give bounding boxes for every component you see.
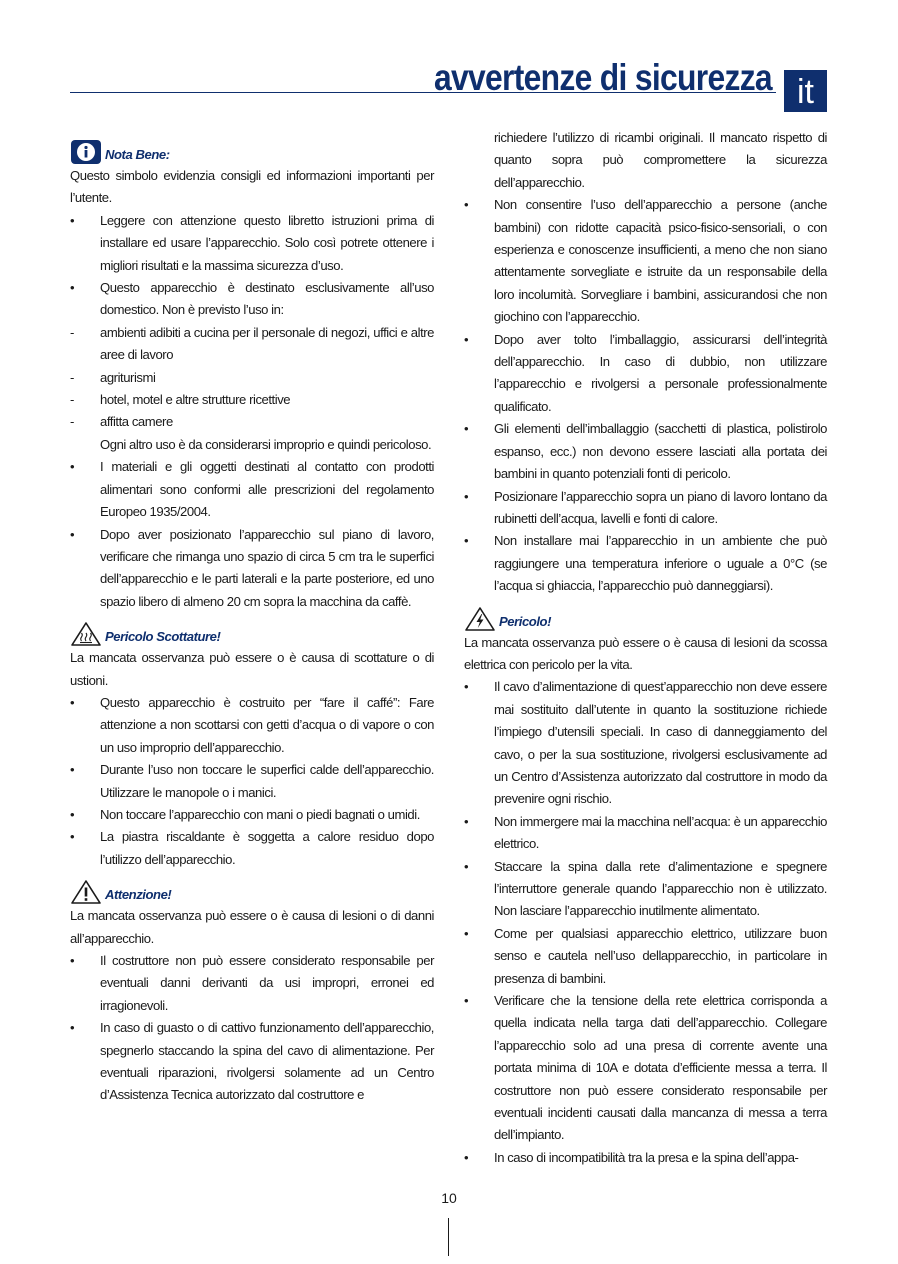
bullet-marker: • — [464, 813, 469, 829]
pericolo-list — [464, 676, 827, 1169]
bullet-marker: • — [70, 459, 75, 475]
bullet-marker: • — [70, 762, 75, 778]
list-item: • Questo apparecchio è destinato esclusivamente all’uso domestico. Non è previsto l’uso in: — [70, 277, 434, 322]
dash-marker: - — [70, 369, 74, 385]
pericolo-title: Pericolo! — [499, 613, 551, 629]
list-item: • Questo apparecchio è costruito per “fare il caffé”: Fare attenzione a non scottarsi con getti d’acqua o di vapore o con un uso improprio dell’apparecchio. — [70, 692, 434, 759]
header-rule — [70, 92, 776, 93]
bullet-marker: • — [464, 925, 469, 941]
scottature-intro: La mancata osservanza può essere o è causa di scottature o di ustioni. — [70, 650, 434, 688]
bullet-marker: • — [70, 953, 75, 968]
list-item: • Leggere con attenzione questo libretto istruzioni prima di installare ed usare l’apparecchio. Solo così potrete ottenere i migliori risultati e la massima sicurezza d’uso. — [70, 210, 434, 277]
list-item: • Posizionare l’apparecchio sopra un piano di lavoro lontano da rubinetti dell’acqua, lavelli e fonti di calore. — [464, 486, 827, 531]
bullet-marker: • — [70, 1020, 75, 1036]
hot-surface-warning-icon — [70, 621, 102, 647]
footer-rule — [448, 1218, 449, 1256]
attenzione-list-continued — [464, 127, 827, 598]
bullet-marker: • — [464, 488, 469, 504]
list-item: • Verificare che la tensione della rete elettrica corrisponda a quella indicata nella targa dati dell’apparecchio. Collegare l’apparecchio solo ad una presa di corrente avente una portata minima di 10A e dotata d’efficiente messa a terra. Il costruttore non può essere considerato responsabile per eventuali incidenti causati dalla mancanza di messa a terra dell’impianto. — [464, 990, 827, 1147]
bullet-marker: • — [70, 806, 75, 822]
list-item: • Il cavo d’alimentazione di quest’apparecchio non deve essere mai sostituito dall’utente in quanto la sostituzione richiede l’impiego d’utensili speciali. In caso di danneggiamento del cavo, o per la sua sostituzione, rivolgersi esclusivamente ad un Centro d’Assistenza autorizzato dal costruttore in modo da prevenire ogni rischio. — [464, 676, 827, 810]
left-column — [70, 139, 434, 1107]
dash-marker: - — [70, 392, 74, 408]
bullet-marker: • — [464, 197, 469, 213]
info-icon — [70, 139, 102, 165]
list-item: • In caso di incompatibilità tra la presa e la spina dell’appa- — [464, 1147, 827, 1169]
bullet-marker: • — [70, 280, 75, 296]
nota-bene-heading — [70, 139, 434, 165]
bullet-marker: • — [464, 993, 469, 1009]
sub-list-item: - ambienti adibiti a cucina per il personale di negozi, uffici e altre aree di lavoro — [70, 322, 434, 367]
bullet-marker: • — [70, 526, 75, 542]
dash-marker: - — [70, 324, 74, 340]
list-item: • Staccare la spina dalla rete d’alimentazione e spegnere l’interruttore generale quando l’apparecchio non è utilizzato. Non lasciare l’apparecchio inutilmente alimentato. — [464, 856, 827, 923]
scottature-title: Pericolo Scottature! — [105, 629, 221, 645]
list-item: • Durante l’uso non toccare le superfici calde dell’apparecchio. Utilizzare le manopole o i manici. — [70, 759, 434, 804]
list-item: • La piastra riscaldante è soggetta a calore residuo dopo l’utilizzo dell’apparecchio. — [70, 826, 434, 871]
bullet-marker: • — [70, 212, 75, 228]
sub-list-note: Ogni altro uso è da considerarsi improprio e quindi pericoloso. — [100, 436, 432, 452]
sub-list-item: - hotel, motel e altre strutture ricettive — [70, 389, 434, 411]
sub-list-item: - agriturismi — [70, 367, 434, 389]
nota-bene-intro: Questo simbolo evidenzia consigli ed informazioni importanti per l’utente. — [70, 168, 434, 206]
list-item: • Come per qualsiasi apparecchio elettrico, utilizzare buon senso e cautela nell’uso dellapparecchio, in particolare in presenza di bambini. — [464, 923, 827, 990]
scottature-list — [70, 692, 434, 871]
bullet-marker: • — [70, 829, 75, 845]
list-item: • Non consentire l’uso dell’apparecchio a persone (anche bambini) con ridotte capacità psico-fisico-sensoriali, o con esperienza e conoscenze insufficienti, a meno che non siano attentamente sorvegliate e istruite da un responsabile della loro incolumità. Sorvegliare i bambini, assicurandosi che non giochino con l’apparecchio. — [464, 194, 827, 328]
list-item: • In caso di guasto o di cattivo funzionamento dell’apparecchio, spegnerlo staccando la spina del cavo di alimentazione. Per eventuali riparazioni, rivolgersi solamente ad un Centro d’Assistenza Tecnica autorizzato dal costruttore e — [70, 1017, 434, 1107]
bullet-marker: • — [464, 421, 469, 437]
nota-bene-list — [70, 210, 434, 613]
attenzione-intro: La mancata osservanza può essere o è causa di lesioni o di danni all’apparecchio. — [70, 908, 434, 946]
language-badge: it — [784, 70, 827, 112]
list-item: • I materiali e gli oggetti destinati al contatto con prodotti alimentari sono conformi alle prescrizioni del regolamento Europeo 1935/2004. — [70, 456, 434, 523]
scottature-heading — [70, 621, 434, 647]
bullet-marker: • — [464, 331, 469, 347]
bullet-marker: • — [464, 533, 469, 549]
list-item: • Dopo aver tolto l’imballaggio, assicurarsi dell’integrità dell’apparecchio. In caso di dubbio, non utilizzare l’apparecchio e rivolgersi a personale professionalmente qualificato. — [464, 329, 827, 419]
list-item: • Non installare mai l’apparecchio in un ambiente che può raggiungere una temperatura inferiore o uguale a 0°C (se l’acqua si ghiaccia, l’apparecchio può danneggiarsi). — [464, 530, 827, 597]
warning-icon — [70, 879, 102, 905]
right-column — [464, 127, 827, 1169]
list-item: • Non toccare l’apparecchio con mani o piedi bagnati o umidi. — [70, 804, 434, 826]
attenzione-list — [70, 950, 434, 1107]
bullet-marker: • — [464, 858, 469, 874]
page-title: avvertenze di sicurezza — [434, 57, 772, 98]
dash-marker: - — [70, 414, 74, 430]
attenzione-heading — [70, 879, 434, 905]
list-item: • Gli elementi dell’imballaggio (sacchetti di plastica, polistirolo espanso, ecc.) non devono essere lasciati alla portata dei bambini in quanto potenziali fonti di pericolo. — [464, 418, 827, 485]
list-item: • Il costruttore non può essere considerato responsabile per eventuali danni derivanti da usi impropri, erronei ed irragionevoli. — [70, 950, 434, 1017]
pericolo-heading — [464, 606, 827, 632]
electric-shock-warning-icon — [464, 606, 496, 632]
page-number: 10 — [441, 1190, 457, 1206]
sub-list-item: - affitta camere — [70, 411, 434, 433]
list-item: • Dopo aver posizionato l’apparecchio sul piano di lavoro, verificare che rimanga uno spazio di circa 5 cm tra le superfici dell’apparecchio e le parti laterali e la parte posteriore, ed uno spazio libero di almeno 20 cm sopra la macchina da caffè. — [70, 524, 434, 614]
list-item-continuation: richiedere l’utilizzo di ricambi originali. Il mancato rispetto di quanto sopra può compromettere la sicurezza dell’apparecchio. — [494, 130, 827, 190]
bullet-marker: • — [70, 694, 75, 710]
attenzione-title: Attenzione! — [105, 887, 172, 903]
nota-bene-title: Nota Bene: — [105, 147, 170, 162]
bullet-marker: • — [464, 1149, 469, 1165]
list-item: • Non immergere mai la macchina nell’acqua: è un apparecchio elettrico. — [464, 811, 827, 856]
bullet-marker: • — [464, 679, 469, 695]
pericolo-intro: La mancata osservanza può essere o è causa di lesioni da scossa elettrica con pericolo per la vita. — [464, 634, 827, 672]
